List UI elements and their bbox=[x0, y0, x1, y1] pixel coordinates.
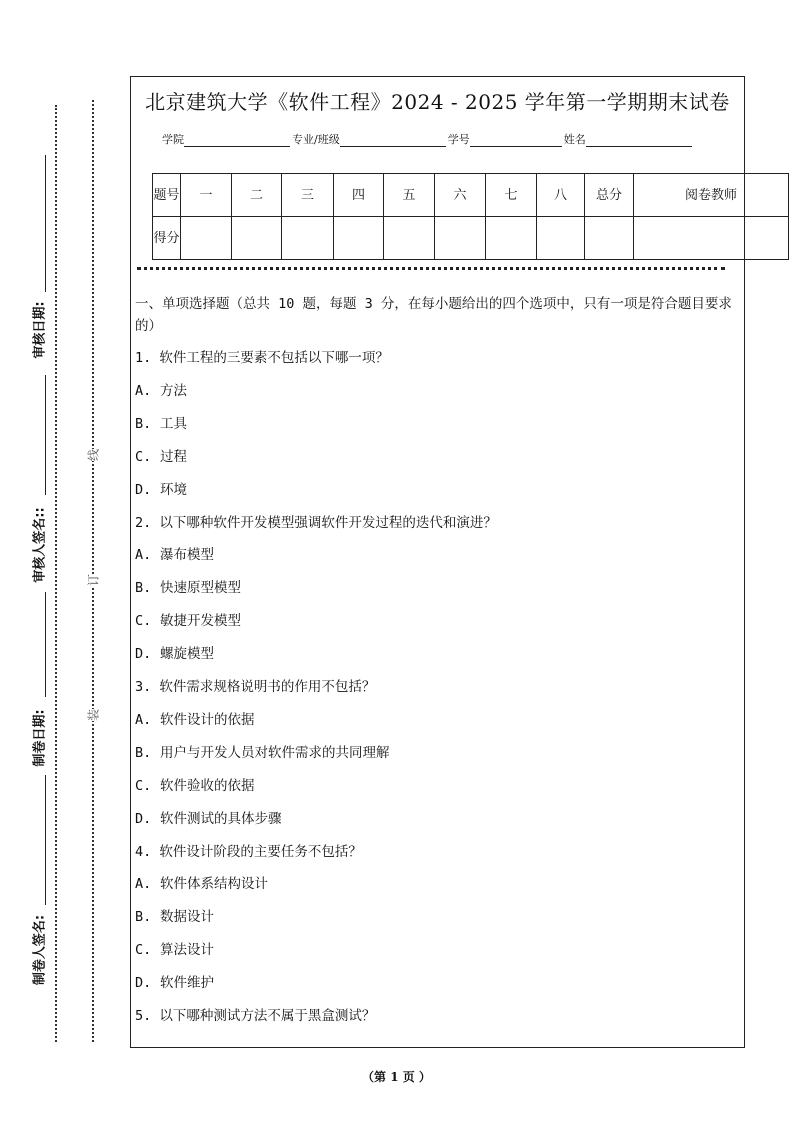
answer-option[interactable] bbox=[135, 872, 268, 892]
major-class-field[interactable] bbox=[340, 132, 446, 147]
option-key: B. bbox=[135, 909, 152, 926]
option-key: A. bbox=[135, 547, 152, 564]
row-label: 题号 bbox=[153, 174, 181, 217]
score-cell[interactable] bbox=[181, 217, 232, 260]
option-key: A. bbox=[135, 382, 152, 399]
option-key: B. bbox=[135, 415, 152, 432]
score-cell[interactable] bbox=[435, 217, 486, 260]
answer-option[interactable] bbox=[135, 642, 214, 662]
student-info-line bbox=[162, 131, 694, 147]
score-cell[interactable] bbox=[384, 217, 435, 260]
score-cell[interactable] bbox=[334, 217, 384, 260]
student-id-field[interactable] bbox=[470, 132, 562, 147]
option-key: A. bbox=[135, 711, 152, 728]
answer-option[interactable] bbox=[135, 543, 214, 563]
option-text: 快速原型模型 bbox=[160, 580, 241, 597]
question-stem: 4. 软件设计阶段的主要任务不包括？ bbox=[135, 843, 362, 860]
section-heading: 一、单项选择题（总共 10 题，每题 3 分，在每小题给出的四个选项中，只有一项是符合题目要求的） bbox=[135, 296, 732, 334]
answer-option[interactable] bbox=[135, 576, 241, 596]
score-cell[interactable] bbox=[282, 217, 334, 260]
answer-option[interactable] bbox=[135, 412, 187, 432]
score-table bbox=[152, 173, 789, 260]
option-key: C. bbox=[135, 777, 152, 794]
option-key: D. bbox=[135, 810, 152, 827]
score-cell[interactable] bbox=[537, 217, 585, 260]
separator-dotted-line bbox=[137, 267, 725, 270]
column-header: 二 bbox=[232, 174, 282, 217]
option-text: 软件设计的依据 bbox=[160, 711, 255, 728]
reviewer-sign-line bbox=[45, 375, 46, 495]
answer-option[interactable] bbox=[135, 379, 187, 399]
student-id-label: 学号 bbox=[447, 133, 470, 146]
line-char: 线 bbox=[86, 448, 101, 462]
option-text: 用户与开发人员对软件需求的共同理解 bbox=[160, 744, 390, 761]
column-header: 八 bbox=[537, 174, 585, 217]
option-text: 工具 bbox=[160, 415, 187, 432]
score-cell[interactable] bbox=[486, 217, 537, 260]
option-key: D. bbox=[135, 975, 152, 992]
bind-char: 装 bbox=[86, 708, 101, 722]
review-date-line bbox=[45, 155, 46, 292]
option-key: A. bbox=[135, 876, 152, 893]
answer-option[interactable] bbox=[135, 741, 390, 761]
name-field[interactable] bbox=[586, 132, 692, 147]
binding-dotted-line-inner bbox=[92, 100, 94, 1042]
option-key: C. bbox=[135, 942, 152, 959]
exam-title: 北京建筑大学《软件工程》2024 - 2025 学年第一学期期末试卷 bbox=[145, 90, 730, 114]
question-stem: 3. 软件需求规格说明书的作用不包括？ bbox=[135, 679, 376, 695]
answer-option[interactable] bbox=[135, 774, 255, 794]
score-cell[interactable] bbox=[232, 217, 282, 260]
page-number: （第 1 页 ） bbox=[362, 1070, 431, 1084]
option-key: C. bbox=[135, 448, 152, 465]
question-stem: 2. 以下哪种软件开发模型强调软件开发过程的迭代和演进？ bbox=[135, 514, 497, 531]
column-header: 五 bbox=[384, 174, 435, 217]
option-text: 敏捷开发模型 bbox=[160, 613, 241, 630]
option-key: B. bbox=[135, 580, 152, 597]
answer-option[interactable] bbox=[135, 807, 282, 827]
maker-date-line bbox=[45, 592, 46, 697]
answer-option[interactable] bbox=[135, 609, 241, 629]
major-class-label: 专业/班级 bbox=[292, 133, 340, 146]
answer-option[interactable] bbox=[135, 478, 187, 498]
row-label: 得分 bbox=[153, 217, 181, 260]
option-text: 软件测试的具体步骤 bbox=[160, 810, 282, 827]
answer-option[interactable] bbox=[135, 905, 214, 925]
option-text: 瀑布模型 bbox=[160, 547, 214, 564]
order-char: 订 bbox=[86, 573, 101, 587]
option-text: 软件验收的依据 bbox=[160, 777, 255, 794]
answer-option[interactable] bbox=[135, 938, 214, 958]
column-header: 一 bbox=[181, 174, 232, 217]
maker-sign-line bbox=[45, 775, 46, 905]
option-text: 螺旋模型 bbox=[160, 646, 214, 663]
answer-option[interactable] bbox=[135, 708, 255, 728]
column-header: 阅卷教师 bbox=[634, 174, 789, 217]
score-cell[interactable] bbox=[634, 217, 789, 260]
review-date-label: 审核日期: bbox=[32, 301, 48, 359]
column-header: 三 bbox=[282, 174, 334, 217]
option-text: 软件维护 bbox=[160, 975, 214, 992]
option-key: B. bbox=[135, 744, 152, 761]
question-stem: 5. 以下哪种测试方法不属于黑盒测试？ bbox=[135, 1008, 376, 1024]
option-key: C. bbox=[135, 613, 152, 630]
question-stem: 1. 软件工程的三要素不包括以下哪一项？ bbox=[135, 350, 389, 366]
option-text: 软件体系结构设计 bbox=[160, 876, 268, 893]
option-text: 方法 bbox=[160, 382, 187, 399]
college-label: 学院 bbox=[162, 133, 184, 146]
column-header: 六 bbox=[435, 174, 486, 217]
option-text: 算法设计 bbox=[160, 942, 214, 959]
question-number-row bbox=[153, 174, 789, 217]
option-key: D. bbox=[135, 646, 152, 663]
column-header: 四 bbox=[334, 174, 384, 217]
binding-dotted-line-outer bbox=[55, 105, 57, 1042]
maker-date-label: 制卷日期: bbox=[32, 709, 48, 767]
column-header: 总分 bbox=[585, 174, 634, 217]
reviewer-sign-label: 审核人签名:: bbox=[32, 507, 48, 583]
name-label: 姓名 bbox=[563, 133, 586, 146]
option-text: 环境 bbox=[160, 481, 187, 498]
option-key: D. bbox=[135, 481, 152, 498]
answer-option[interactable] bbox=[135, 445, 187, 465]
option-text: 过程 bbox=[160, 448, 187, 465]
answer-option[interactable] bbox=[135, 971, 214, 991]
score-cell[interactable] bbox=[585, 217, 634, 260]
score-row bbox=[153, 217, 789, 260]
maker-sign-label: 制卷人签名: bbox=[32, 914, 48, 986]
college-field[interactable] bbox=[184, 132, 290, 147]
option-text: 数据设计 bbox=[160, 909, 214, 926]
column-header: 七 bbox=[486, 174, 537, 217]
